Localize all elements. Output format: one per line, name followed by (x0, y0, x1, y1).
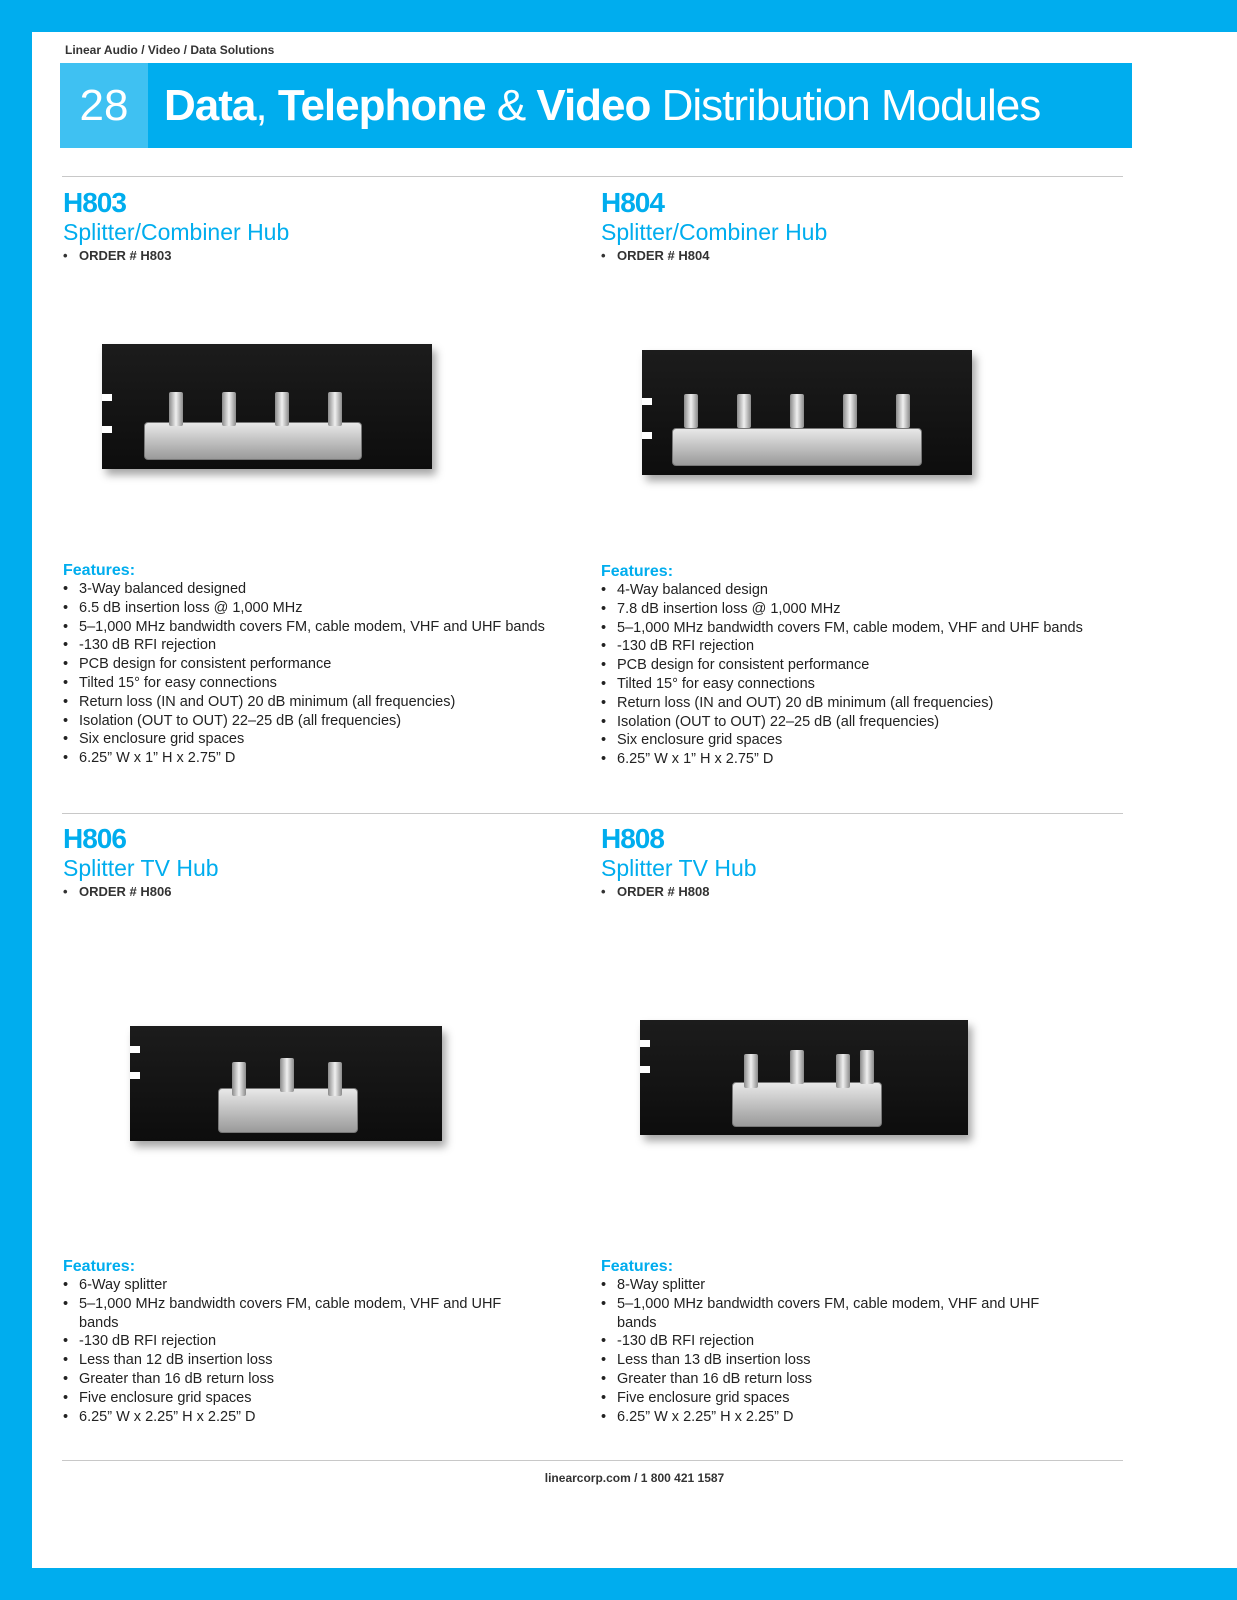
feature-item: • Six enclosure grid spaces (63, 730, 563, 749)
order-number: • ORDER # H808 (601, 884, 1101, 899)
feature-item: • PCB design for consistent performance (601, 656, 1101, 675)
feature-item: • 5–1,000 MHz bandwidth covers FM, cable modem, VHF and UHF bands (63, 618, 563, 637)
page-title: Data, Telephone & Video Distribution Modules (164, 81, 1041, 130)
feature-item: • Six enclosure grid spaces (601, 731, 1101, 750)
feature-item: • Less than 13 dB insertion loss (601, 1351, 1101, 1370)
feature-item: • PCB design for consistent performance (63, 655, 563, 674)
feature-item: • Tilted 15° for easy connections (63, 674, 563, 693)
order-number: • ORDER # H804 (601, 248, 1101, 263)
product-code: H804 (601, 187, 664, 218)
feature-item: • 3-Way balanced designed (63, 580, 563, 599)
features-heading: Features: (601, 1258, 674, 1275)
feature-item: • -130 dB RFI rejection (601, 637, 1101, 656)
section-divider (62, 176, 1123, 177)
features-h806 (63, 1257, 563, 1426)
feature-item: • 8-Way splitter (601, 1276, 1101, 1295)
feature-item: • Return loss (IN and OUT) 20 dB minimum (all frequencies) (601, 694, 1101, 713)
product-code: H803 (63, 187, 126, 218)
features-h808 (601, 1257, 1101, 1426)
feature-item: • Five enclosure grid spaces (63, 1389, 563, 1408)
product-photo-h808 (640, 1020, 968, 1140)
feature-item: • 5–1,000 MHz bandwidth covers FM, cable modem, VHF and UHF bands (601, 619, 1101, 638)
order-number: • ORDER # H803 (63, 248, 563, 263)
feature-item: • -130 dB RFI rejection (63, 636, 563, 655)
features-heading: Features: (601, 563, 674, 580)
features-heading: Features: (63, 562, 136, 579)
product-code: H808 (601, 823, 664, 854)
feature-item: • Isolation (OUT to OUT) 22–25 dB (all frequencies) (63, 712, 563, 731)
features-h803 (63, 561, 563, 768)
feature-item: • -130 dB RFI rejection (601, 1332, 1101, 1351)
product-name: Splitter/Combiner Hub (601, 219, 828, 245)
feature-item: • 5–1,000 MHz bandwidth covers FM, cable modem, VHF and UHF bands (63, 1295, 503, 1333)
feature-item: • Less than 12 dB insertion loss (63, 1351, 563, 1370)
product-code: H806 (63, 823, 126, 854)
order-number: • ORDER # H806 (63, 884, 563, 899)
feature-item: • Tilted 15° for easy connections (601, 675, 1101, 694)
feature-item: • 6.25” W x 2.25” H x 2.25” D (63, 1408, 563, 1427)
feature-item: • Greater than 16 dB return loss (601, 1370, 1101, 1389)
product-name: Splitter/Combiner Hub (63, 219, 290, 245)
page-number: 28 (60, 63, 148, 148)
feature-item: • 6-Way splitter (63, 1276, 563, 1295)
product-photo-h806 (130, 1026, 442, 1146)
product-h803 (63, 188, 563, 263)
breadcrumb: Linear Audio / Video / Data Solutions (65, 43, 275, 57)
product-h808 (601, 824, 1101, 899)
product-photo-h803 (102, 344, 432, 474)
footer-divider (62, 1460, 1123, 1461)
feature-item: • 4-Way balanced design (601, 581, 1101, 600)
product-name: Splitter TV Hub (63, 855, 219, 881)
product-h804 (601, 188, 1101, 263)
feature-item: • Five enclosure grid spaces (601, 1389, 1101, 1408)
product-h806 (63, 824, 563, 899)
product-name: Splitter TV Hub (601, 855, 757, 881)
feature-item: • -130 dB RFI rejection (63, 1332, 563, 1351)
title-banner (60, 63, 1132, 148)
section-divider (62, 813, 1123, 814)
features-h804 (601, 562, 1101, 769)
feature-item: • Isolation (OUT to OUT) 22–25 dB (all frequencies) (601, 713, 1101, 732)
feature-item: • 6.25” W x 2.25” H x 2.25” D (601, 1408, 1101, 1427)
footer-contact: linearcorp.com / 1 800 421 1587 (544, 1471, 725, 1485)
feature-item: • Greater than 16 dB return loss (63, 1370, 563, 1389)
catalog-page (32, 32, 1237, 1568)
feature-item: • Return loss (IN and OUT) 20 dB minimum (all frequencies) (63, 693, 563, 712)
features-heading: Features: (63, 1258, 136, 1275)
feature-item: • 5–1,000 MHz bandwidth covers FM, cable modem, VHF and UHF bands (601, 1295, 1041, 1333)
product-photo-h804 (642, 350, 972, 480)
feature-item: • 6.5 dB insertion loss @ 1,000 MHz (63, 599, 563, 618)
feature-item: • 7.8 dB insertion loss @ 1,000 MHz (601, 600, 1101, 619)
feature-item: • 6.25” W x 1” H x 2.75” D (601, 750, 1101, 769)
feature-item: • 6.25” W x 1” H x 2.75” D (63, 749, 563, 768)
